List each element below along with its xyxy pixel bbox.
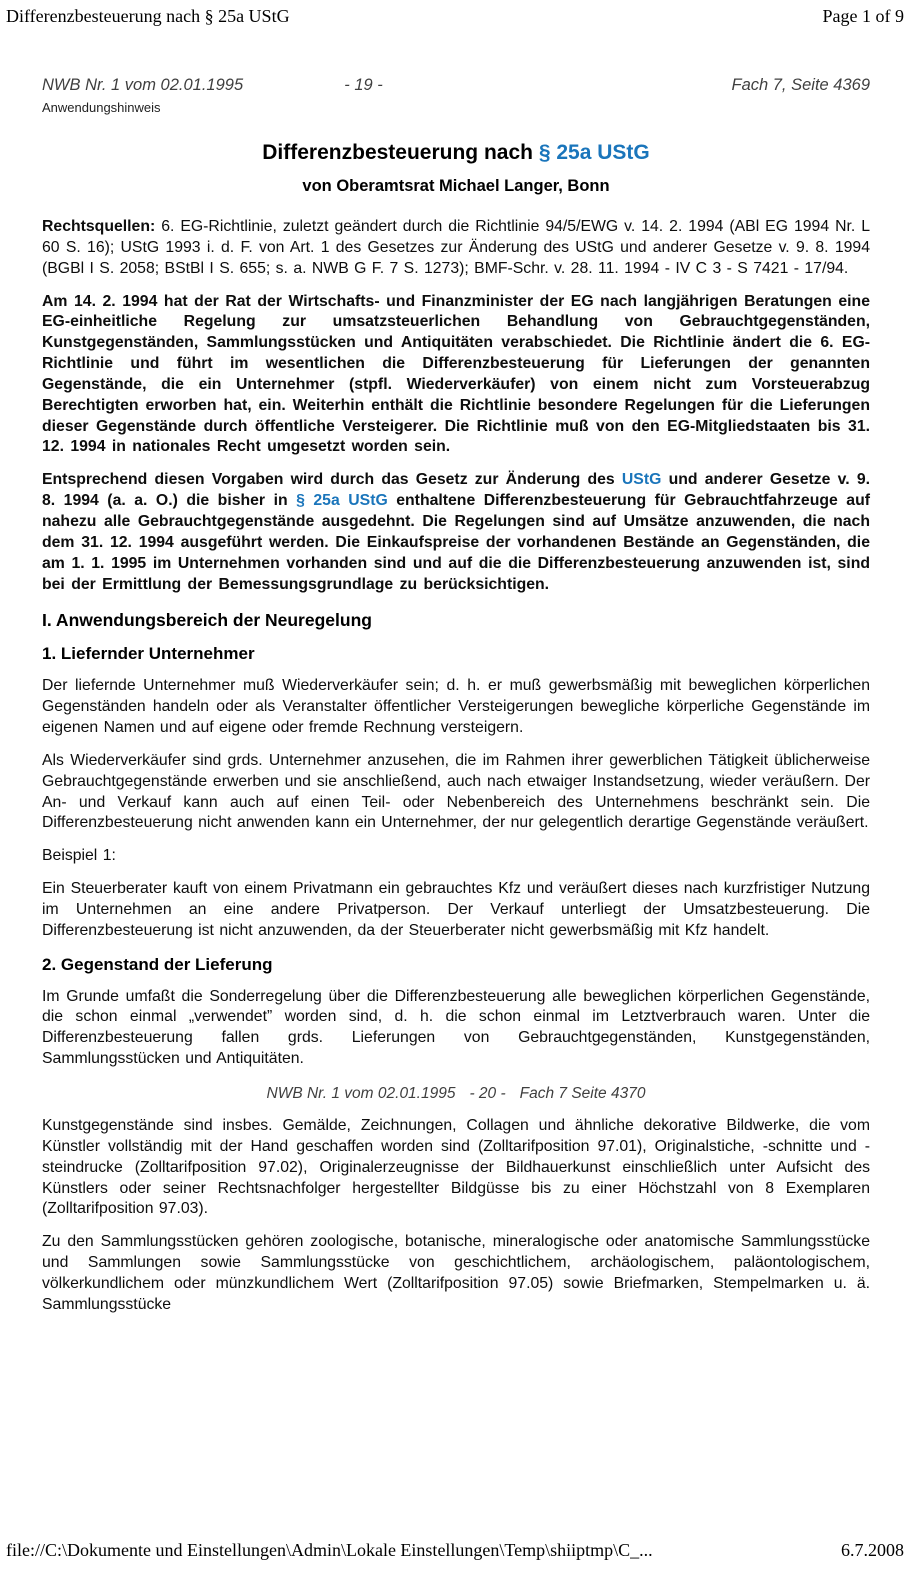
rechtsquellen-label: Rechtsquellen: (42, 218, 156, 235)
document-author: von Oberamtsrat Michael Langer, Bonn (302, 177, 610, 195)
journal-fach-reference: Fach 7, Seite 4369 (731, 76, 870, 94)
anwendungshinweis-label: Anwendungshinweis (42, 100, 161, 115)
print-header-page-count: Page 1 of 9 (822, 6, 904, 26)
paragraph-liefernder-unternehmer: Der liefernde Unternehmer muß Wiederverkäufer sein; d. h. er muß gewerbsmäßig mit beweglichen körperlichen Gegenständen handeln oder als Veranstalter öffentlicher Versteigerungen bewegliche körperliche Gegenstände im eigenen Namen und auf eigene oder fremde Rechnung versteigern. (42, 677, 870, 737)
paragraph-rechtsquellen (42, 217, 870, 280)
section-heading-anwendungsbereich: I. Anwendungsbereich der Neuregelung (42, 610, 372, 631)
title-law-link[interactable]: § 25a UStG (538, 141, 650, 164)
print-header (0, 6, 912, 27)
link-ustg[interactable]: UStG (621, 471, 662, 489)
paragraph-example-1: Ein Steuerberater kauft von einem Privatmann ein gebrauchtes Kfz und veräußert dieses nach kurzfristiger Nutzung im Unternehmen an eine andere Privatperson. Der Verkauf unterliegt der Umsatzbesteuerung. Die Differenzbesteuerung ist nicht anzuwenden, da der Steuerberater nicht gewerbsmäßig mit Kfz handelt. (42, 880, 870, 939)
lead2-text-2: und anderer Gesetze v. 9. 8. 1994 (a. a. O.) die bisher in (42, 471, 871, 510)
example-1-label: Beispiel 1: (42, 847, 116, 865)
pageref-issue: NWB Nr. 1 vom 02.01.1995 (266, 1085, 456, 1102)
document-title (42, 141, 870, 165)
paragraph-lead-1: Am 14. 2. 1994 hat der Rat der Wirtschafts- und Finanzminister der EG nach langjährigen Beratungen eine EG-einheitliche Regelung zur umsatzsteuerlichen Behandlung von Gebrauchtgegenständen, Kunstgegenständen, Sammlungsstücken und Antiquitäten verabschiedet. Die Richtlinie ändert die 6. EG-Richtlinie und führt im wesentlichen die Differenzbesteuerung für Lieferungen der genannten Gegenstände, die ein Unternehmer (stpfl. Wiederverkäufer) von einem nicht zum Vorsteuerabzug Berechtigten erworben hat, ein. Weiterhin enthält die Richtlinie besondere Regelungen für die Lieferungen dieser Gegenstände durch öffentliche Versteigerer. Die Richtlinie muß von den EG-Mitgliedstaaten bis 31. 12. 1994 in nationales Recht umgesetzt worden sein. (42, 292, 870, 456)
print-header-title: Differenzbesteuerung nach § 25a UStG (6, 6, 290, 26)
document-title-text: Differenzbesteuerung nach (262, 141, 539, 164)
link-25a-ustg[interactable]: § 25a UStG (296, 492, 388, 510)
paragraph-wiederverkaeufer: Als Wiederverkäufer sind grds. Unternehmer anzusehen, die im Rahmen ihrer gewerblichen Tätigkeit üblicherweise Gebrauchtgegenstände erwerben und sie anschließend, auch nach etwaiger Instandsetzung, wieder veräußern. Der An- und Verkauf kann auch auf einen Teil- oder Nebenbereich des Unternehmens beschränkt sein. Die Differenzbesteuerung nicht anwenden kann ein Unternehmer, der nur gelegentlich derartige Gegenstände veräußert. (42, 751, 870, 832)
paragraph-gegenstand: Im Grunde umfaßt die Sonderregelung über die Differenzbesteuerung alle beweglichen körperlichen Gegenstände, die schon einmal „verwendet” worden sind, d. h. die schon einmal im Letztverbrauch waren. Unter die Differenzbesteuerung fallen grds. Lieferungen von Gebrauchtgegenständen, Kunstgegenständen, Sammlungsstücken und Antiquitäten. (42, 987, 870, 1068)
journal-page-number: - 19 - (344, 76, 383, 94)
subsection-heading-gegenstand: 2. Gegenstand der Lieferung (42, 954, 273, 974)
rechtsquellen-text: 6. EG-Richtlinie, zuletzt geändert durch die Richtlinie 94/5/EWG v. 14. 2. 1994 (ABl EG 1994 Nr. L 60 S. 16); UStG 1993 i. d. F. von Art. 1 des Gesetzes zur Änderung des UStG und anderer Gesetze v. 9. 8. 1994 (BGBl I S. 2058; BStBl I S. 655; s. a. NWB G F. 7 S. 1273); BMF-Schr. v. 28. 11. 1994 - IV C 3 - S 7421 - 17/94. (42, 218, 870, 277)
print-date: 6.7.2008 (841, 1540, 904, 1560)
journal-reference-row (42, 76, 870, 95)
print-footer (0, 1540, 912, 1561)
page-reference-row (42, 1085, 870, 1103)
lead2-text-3: enthaltene Differenzbesteuerung für Gebrauchtfahrzeuge auf nahezu alle Gebrauchtgegenstände ausgedehnt. Die Regelungen sind auf Umsätze anzuwenden, die nach dem 31. 12. 1994 ausgeführt werden. Die Einkaufspreise der vorhandenen Bestände an Gegenständen, die am 1. 1. 1995 im Unternehmen vorhanden sind und auf die die Differenzbesteuerung anzuwenden ist, sind bei der Ermittlung der Bemessungsgrundlage zu berücksichtigen. (42, 492, 870, 593)
journal-issue: NWB Nr. 1 vom 02.01.1995 (42, 76, 244, 94)
pageref-fach: Fach 7 Seite 4370 (519, 1085, 646, 1102)
paragraph-lead-2 (42, 470, 870, 595)
pageref-page-number: - 20 - (469, 1085, 506, 1102)
paragraph-kunstgegenstaende: Kunstgegenstände sind insbes. Gemälde, Zeichnungen, Collagen und ähnliche dekorative Bildwerke, die vom Künstler vollständig mit der Hand geschaffen worden sind (Zolltarifposition 97.01), Originalstiche, -schnitte und -steindrucke (Zolltarifposition 97.02), Originalerzeugnisse der Bildhauerkunst einschließlich unter Aufsicht des Künstlers oder seiner Rechtsnachfolger hergestellter Bildgüsse bis zu einer Höchstzahl von 8 Exemplaren (Zolltarifposition 97.03). (42, 1117, 870, 1218)
subsection-heading-liefernder-unternehmer: 1. Liefernder Unternehmer (42, 644, 255, 664)
paragraph-sammlungsstuecke: Zu den Sammlungsstücken gehören zoologische, botanische, mineralogische oder anatomische Sammlungsstücke und Sammlungen sowie Sammlungsstücke von geschichtlichem, archäologischem, paläontologischem, völkerkundlichem oder münzkundlichem Wert (Zolltarifposition 97.05) sowie Briefmarken, Stempelmarken u. ä. Sammlungsstücke (42, 1233, 870, 1313)
file-path: file://C:\Dokumente und Einstellungen\Admin\Lokale Einstellungen\Temp\shiiptmp\C_... (6, 1540, 653, 1560)
document-body (0, 76, 912, 1316)
lead2-text-1: Entsprechend diesen Vorgaben wird durch das Gesetz zur Änderung des (42, 471, 622, 489)
